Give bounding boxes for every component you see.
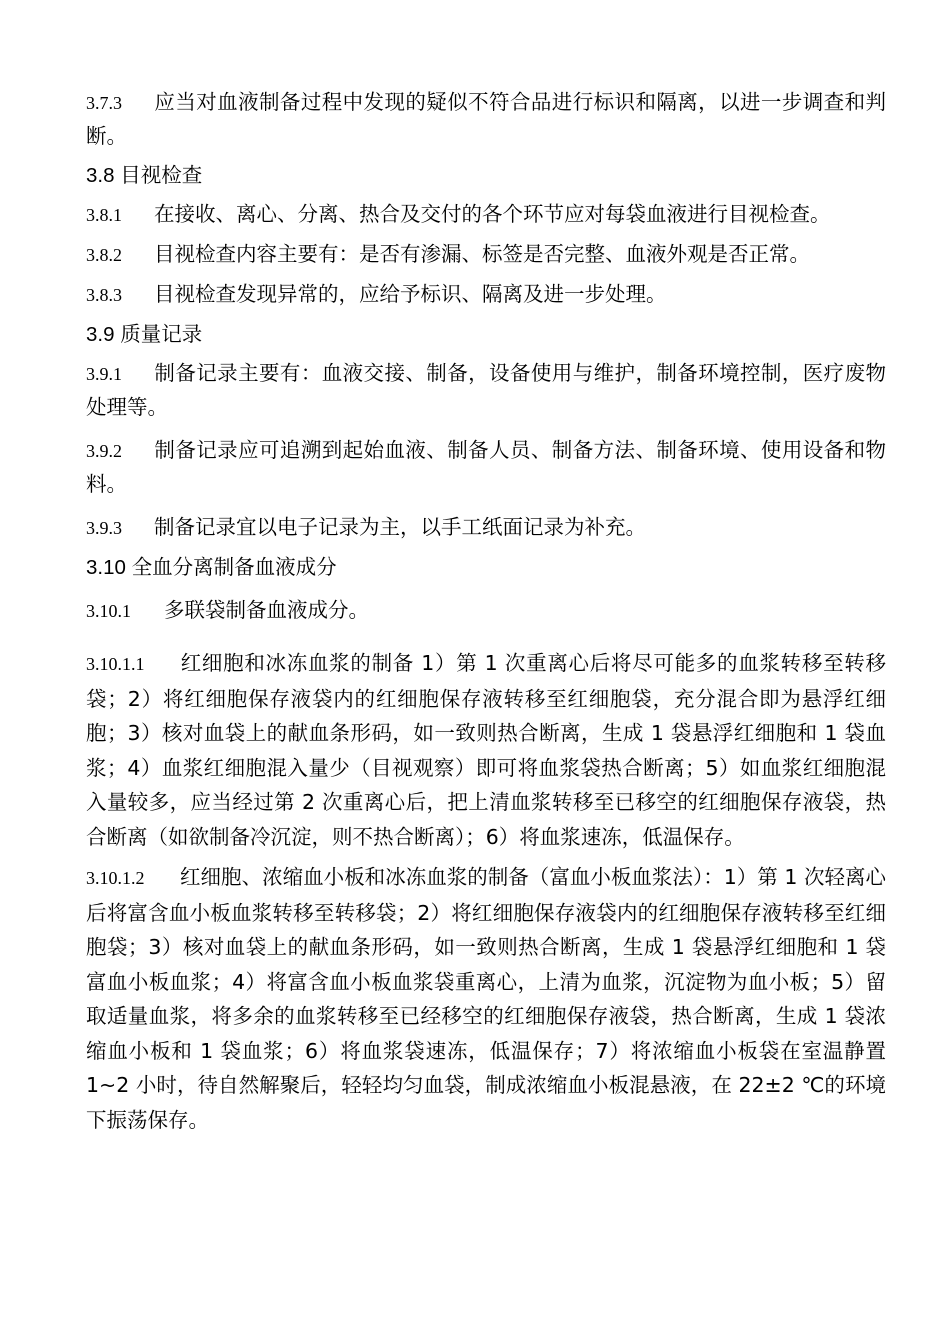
paragraph-3-8-2 <box>86 238 886 272</box>
paragraph-3-10-1 <box>86 594 886 628</box>
section-number: 3.8 <box>86 164 115 187</box>
section-number: 3.9 <box>86 323 115 346</box>
paragraph-3-8-1 <box>86 198 886 232</box>
paragraph-text: 应当对血液制备过程中发现的疑似不符合品进行标识和隔离，以进一步调查和判断。 <box>86 90 886 148</box>
paragraph-text: 红细胞、浓缩血小板和冰冻血浆的制备（富血小板血浆法）：1）第 1 次轻离心后将富含血小板血浆转移至转移袋；2）将红细胞保存液袋内的红细胞保存液转移至红细胞袋；3）核对血袋上的献血条形码，如一致则热合断离，生成 1 袋悬浮红细胞和 1 袋富血小板血浆；4）将富含血小板血浆袋重离心，上清为血浆，沉淀物为血小板；5）留取适量血浆，将多余的血浆转移至已经移空的红细胞保存液袋，热合断离，生成 1 袋浓缩血小板和 1 袋血浆；6）将血浆袋速冻，低温保存；7）将浓缩血小板袋在室温静置 1~2 小时，待自然解聚后，轻轻均匀血袋，制成浓缩血小板混悬液，在 22±2 ℃的环境下振荡保存。 <box>86 865 886 1132</box>
paragraph-text: 制备记录宜以电子记录为主，以手工纸面记录为补充。 <box>154 515 646 539</box>
paragraph-3-9-1 <box>86 357 886 424</box>
paragraph-3-7-3 <box>86 86 886 153</box>
document-page <box>86 86 886 1137</box>
section-number: 3.9.2 <box>86 441 122 461</box>
section-number: 3.10.1.1 <box>86 654 145 674</box>
section-number: 3.7.3 <box>86 93 122 113</box>
heading-3-9 <box>86 318 886 351</box>
heading-text: 全血分离制备血液成分 <box>131 556 337 579</box>
paragraph-3-8-3 <box>86 278 886 312</box>
section-number: 3.8.2 <box>86 245 122 265</box>
heading-text: 质量记录 <box>120 323 203 346</box>
paragraph-text: 制备记录应可追溯到起始血液、制备人员、制备方法、制备环境、使用设备和物料。 <box>86 438 886 496</box>
paragraph-3-9-2 <box>86 434 886 501</box>
paragraph-3-9-3 <box>86 511 886 545</box>
section-number: 3.8.1 <box>86 205 122 225</box>
paragraph-text: 在接收、离心、分离、热合及交付的各个环节应对每袋血液进行目视检查。 <box>154 202 831 226</box>
paragraph-text: 制备记录主要有：血液交接、制备，设备使用与维护，制备环境控制，医疗废物处理等。 <box>86 361 886 419</box>
heading-text: 目视检查 <box>120 164 203 187</box>
paragraph-text: 目视检查内容主要有：是否有渗漏、标签是否完整、血液外观是否正常。 <box>154 242 810 266</box>
section-number: 3.8.3 <box>86 285 122 305</box>
paragraph-text: 目视检查发现异常的，应给予标识、隔离及进一步处理。 <box>154 282 667 306</box>
section-number: 3.9.1 <box>86 364 122 384</box>
paragraph-text: 多联袋制备血液成分。 <box>164 598 369 622</box>
section-number: 3.10.1 <box>86 601 131 621</box>
heading-3-10 <box>86 551 886 584</box>
section-number: 3.10.1.2 <box>86 868 145 888</box>
paragraph-3-10-1-1 <box>86 646 886 854</box>
heading-3-8 <box>86 159 886 192</box>
paragraph-text: 红细胞和冰冻血浆的制备 1）第 1 次重离心后将尽可能多的血浆转移至转移袋；2）将红细胞保存液袋内的红细胞保存液转移至红细胞袋，充分混合即为悬浮红细胞；3）核对血袋上的献血条形码，如一致则热合断离，生成 1 袋悬浮红细胞和 1 袋血浆；4）血浆红细胞混入量少（目视观察）即可将血浆袋热合断离；5）如血浆红细胞混入量较多，应当经过第 2 次重离心后，把上清血浆转移至已移空的红细胞保存液袋，热合断离（如欲制备冷沉淀，则不热合断离）；6）将血浆速冻，低温保存。 <box>86 651 886 849</box>
section-number: 3.10 <box>86 556 126 579</box>
section-number: 3.9.3 <box>86 518 122 538</box>
paragraph-3-10-1-2 <box>86 860 886 1137</box>
